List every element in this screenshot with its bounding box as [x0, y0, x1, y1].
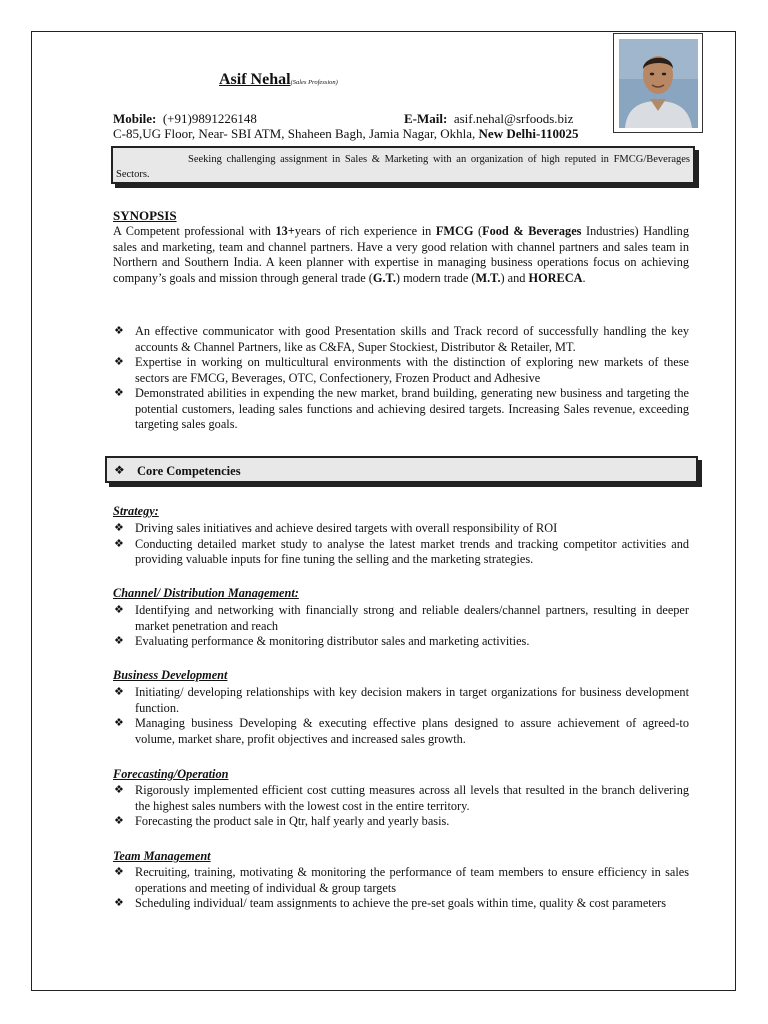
diamond-bullet-icon: ❖ — [114, 604, 124, 616]
email-value: asif.nehal@srfoods.biz — [453, 111, 574, 126]
address-row — [113, 126, 579, 141]
synopsis-bold: Food & Beverages — [482, 224, 582, 238]
channel-management-list — [113, 603, 689, 650]
diamond-bullet-icon: ❖ — [114, 717, 124, 729]
contact-row-phone-email — [113, 111, 613, 126]
diamond-bullet-icon: ❖ — [114, 537, 124, 550]
list-item — [113, 783, 689, 814]
diamond-bullet-icon: ❖ — [114, 356, 124, 368]
list-item — [113, 324, 689, 355]
list-item — [113, 685, 689, 716]
highlights-list — [113, 324, 689, 433]
list-item-text: Identifying and networking with financially strong and reliable dealers/channel partners, resulting in deeper market penetration and reach — [135, 603, 689, 633]
synopsis-paragraph — [113, 224, 689, 286]
list-item-text: Initiating/ developing relationships with key decision makers in target organizations for business development function. — [135, 685, 689, 715]
list-item — [113, 896, 689, 912]
profile-photo-image — [619, 39, 698, 128]
address-text: C-85,UG Floor, Near- SBI ATM, Shaheen Bagh, Jamia Nagar, Okhla, — [113, 126, 479, 141]
profession-note: (Sales Profession) — [290, 79, 338, 86]
synopsis-text: ) modern trade ( — [395, 270, 476, 285]
diamond-bullet-icon: ❖ — [114, 387, 124, 399]
list-item-text: Expertise in working on multicultural environments with the distinction of exploring new markets of these sectors are FMCG, Beverages, OTC, Confectionery, Frozen Product and Adhesive — [135, 355, 689, 385]
synopsis-bold: G.T. — [372, 270, 396, 285]
diamond-bullet-icon: ❖ — [114, 815, 124, 827]
forecasting-heading: Forecasting/Operation — [113, 767, 229, 781]
career-objective-text: Seeking challenging assignment in Sales & Marketing with an organization of high reputed in FMCG/Beverages Sectors. — [116, 154, 690, 180]
list-item-text: Evaluating performance & monitoring distributor sales and marketing activities. — [135, 634, 530, 648]
career-objective-box — [111, 146, 695, 184]
candidate-name-line — [219, 71, 338, 89]
diamond-bullet-icon: ❖ — [114, 463, 125, 477]
list-item — [113, 814, 689, 830]
list-item — [113, 386, 689, 433]
synopsis-text: ( — [473, 224, 483, 238]
synopsis-bold: 13+ — [275, 224, 295, 238]
synopsis-text: years of rich experience in — [294, 224, 436, 238]
core-competencies-heading: Core Competencies — [137, 464, 241, 478]
list-item-text: Forecasting the product sale in Qtr, half yearly and yearly basis. — [135, 814, 450, 828]
diamond-bullet-icon: ❖ — [114, 686, 124, 698]
diamond-bullet-icon: ❖ — [114, 522, 124, 534]
list-item-text: Rigorously implemented efficient cost cutting measures across all levels that resulted in the branch delivering the highest sales numbers with the lowest cost in the entire territory. — [135, 783, 689, 813]
business-development-list — [113, 685, 689, 747]
strategy-heading: Strategy: — [113, 504, 159, 518]
synopsis-text: Industries) Handling sales and marketing, team and channel partners. Have a very good relation with channel partners and sales team in Northern and Southern India. A keen planner with expertise in managing business operations focus on achieving company’s goals and mission through general trade ( — [113, 224, 689, 285]
list-item-text: Driving sales initiatives and achieve desired targets with overall responsibility of ROI — [135, 521, 558, 535]
team-management-list — [113, 865, 689, 912]
diamond-bullet-icon: ❖ — [114, 784, 124, 796]
list-item-text: An effective communicator with good Presentation skills and Track record of successfully handling the key accounts & Channel Partners, like as C&FA, Super Stockiest, Distributor & Retailer, MT. — [135, 324, 689, 354]
list-item — [113, 521, 689, 537]
list-item — [113, 355, 689, 386]
list-item-text: Scheduling individual/ team assignments to achieve the pre-set goals within time, quality & cost parameters — [135, 896, 667, 910]
list-item — [113, 603, 689, 634]
mobile-value: (+91)9891226148 — [162, 111, 257, 126]
synopsis-bold: HORECA — [528, 270, 583, 285]
synopsis-bold: FMCG — [435, 224, 474, 238]
core-competencies-banner — [105, 456, 698, 483]
business-development-heading: Business Development — [113, 668, 228, 682]
synopsis-bold: M.T. — [475, 270, 501, 285]
list-item-text: Demonstrated abilities in expending the new market, brand building, generating new business and targeting the potential customers, leading sales functions and achieving desired targets. Increasing Sales revenue, exceeding targeting sales goals. — [135, 386, 689, 431]
list-item — [113, 537, 689, 568]
forecasting-list — [113, 783, 689, 830]
list-item-text: Conducting detailed market study to analyse the latest market trends and tracking competitor activities and providing valuable inputs for fine tuning the selling and the marketing strategies. — [135, 536, 689, 566]
diamond-bullet-icon: ❖ — [114, 866, 124, 878]
diamond-bullet-icon: ❖ — [114, 325, 124, 337]
address-city: New Delhi-110025 — [478, 126, 579, 141]
list-item — [113, 716, 689, 747]
channel-management-heading: Channel/ Distribution Management: — [113, 586, 299, 600]
diamond-bullet-icon: ❖ — [114, 897, 124, 909]
strategy-list — [113, 521, 689, 568]
list-item — [113, 634, 689, 650]
profile-photo — [613, 33, 703, 133]
list-item-text: Managing business Developing & executing effective plans designed to assure achievement of agreed-to volume, market share, profit objectives and increased sales growth. — [135, 716, 689, 746]
synopsis-heading: SYNOPSIS — [113, 208, 177, 223]
list-item-text: Recruiting, training, motivating & monitoring the performance of team members to ensure efficiency in sales operations and meeting of individual & group targets — [135, 865, 689, 895]
synopsis-text: . — [582, 270, 586, 285]
email-label: E-Mail: — [404, 111, 448, 126]
email-block — [404, 111, 573, 126]
synopsis-text: ) and — [500, 270, 529, 285]
synopsis-text: A Competent professional with — [113, 224, 276, 238]
diamond-bullet-icon: ❖ — [114, 635, 124, 647]
candidate-name: Asif Nehal — [219, 71, 291, 88]
list-item — [113, 865, 689, 896]
mobile-label: Mobile: — [113, 111, 157, 126]
team-management-heading: Team Management — [113, 849, 211, 863]
